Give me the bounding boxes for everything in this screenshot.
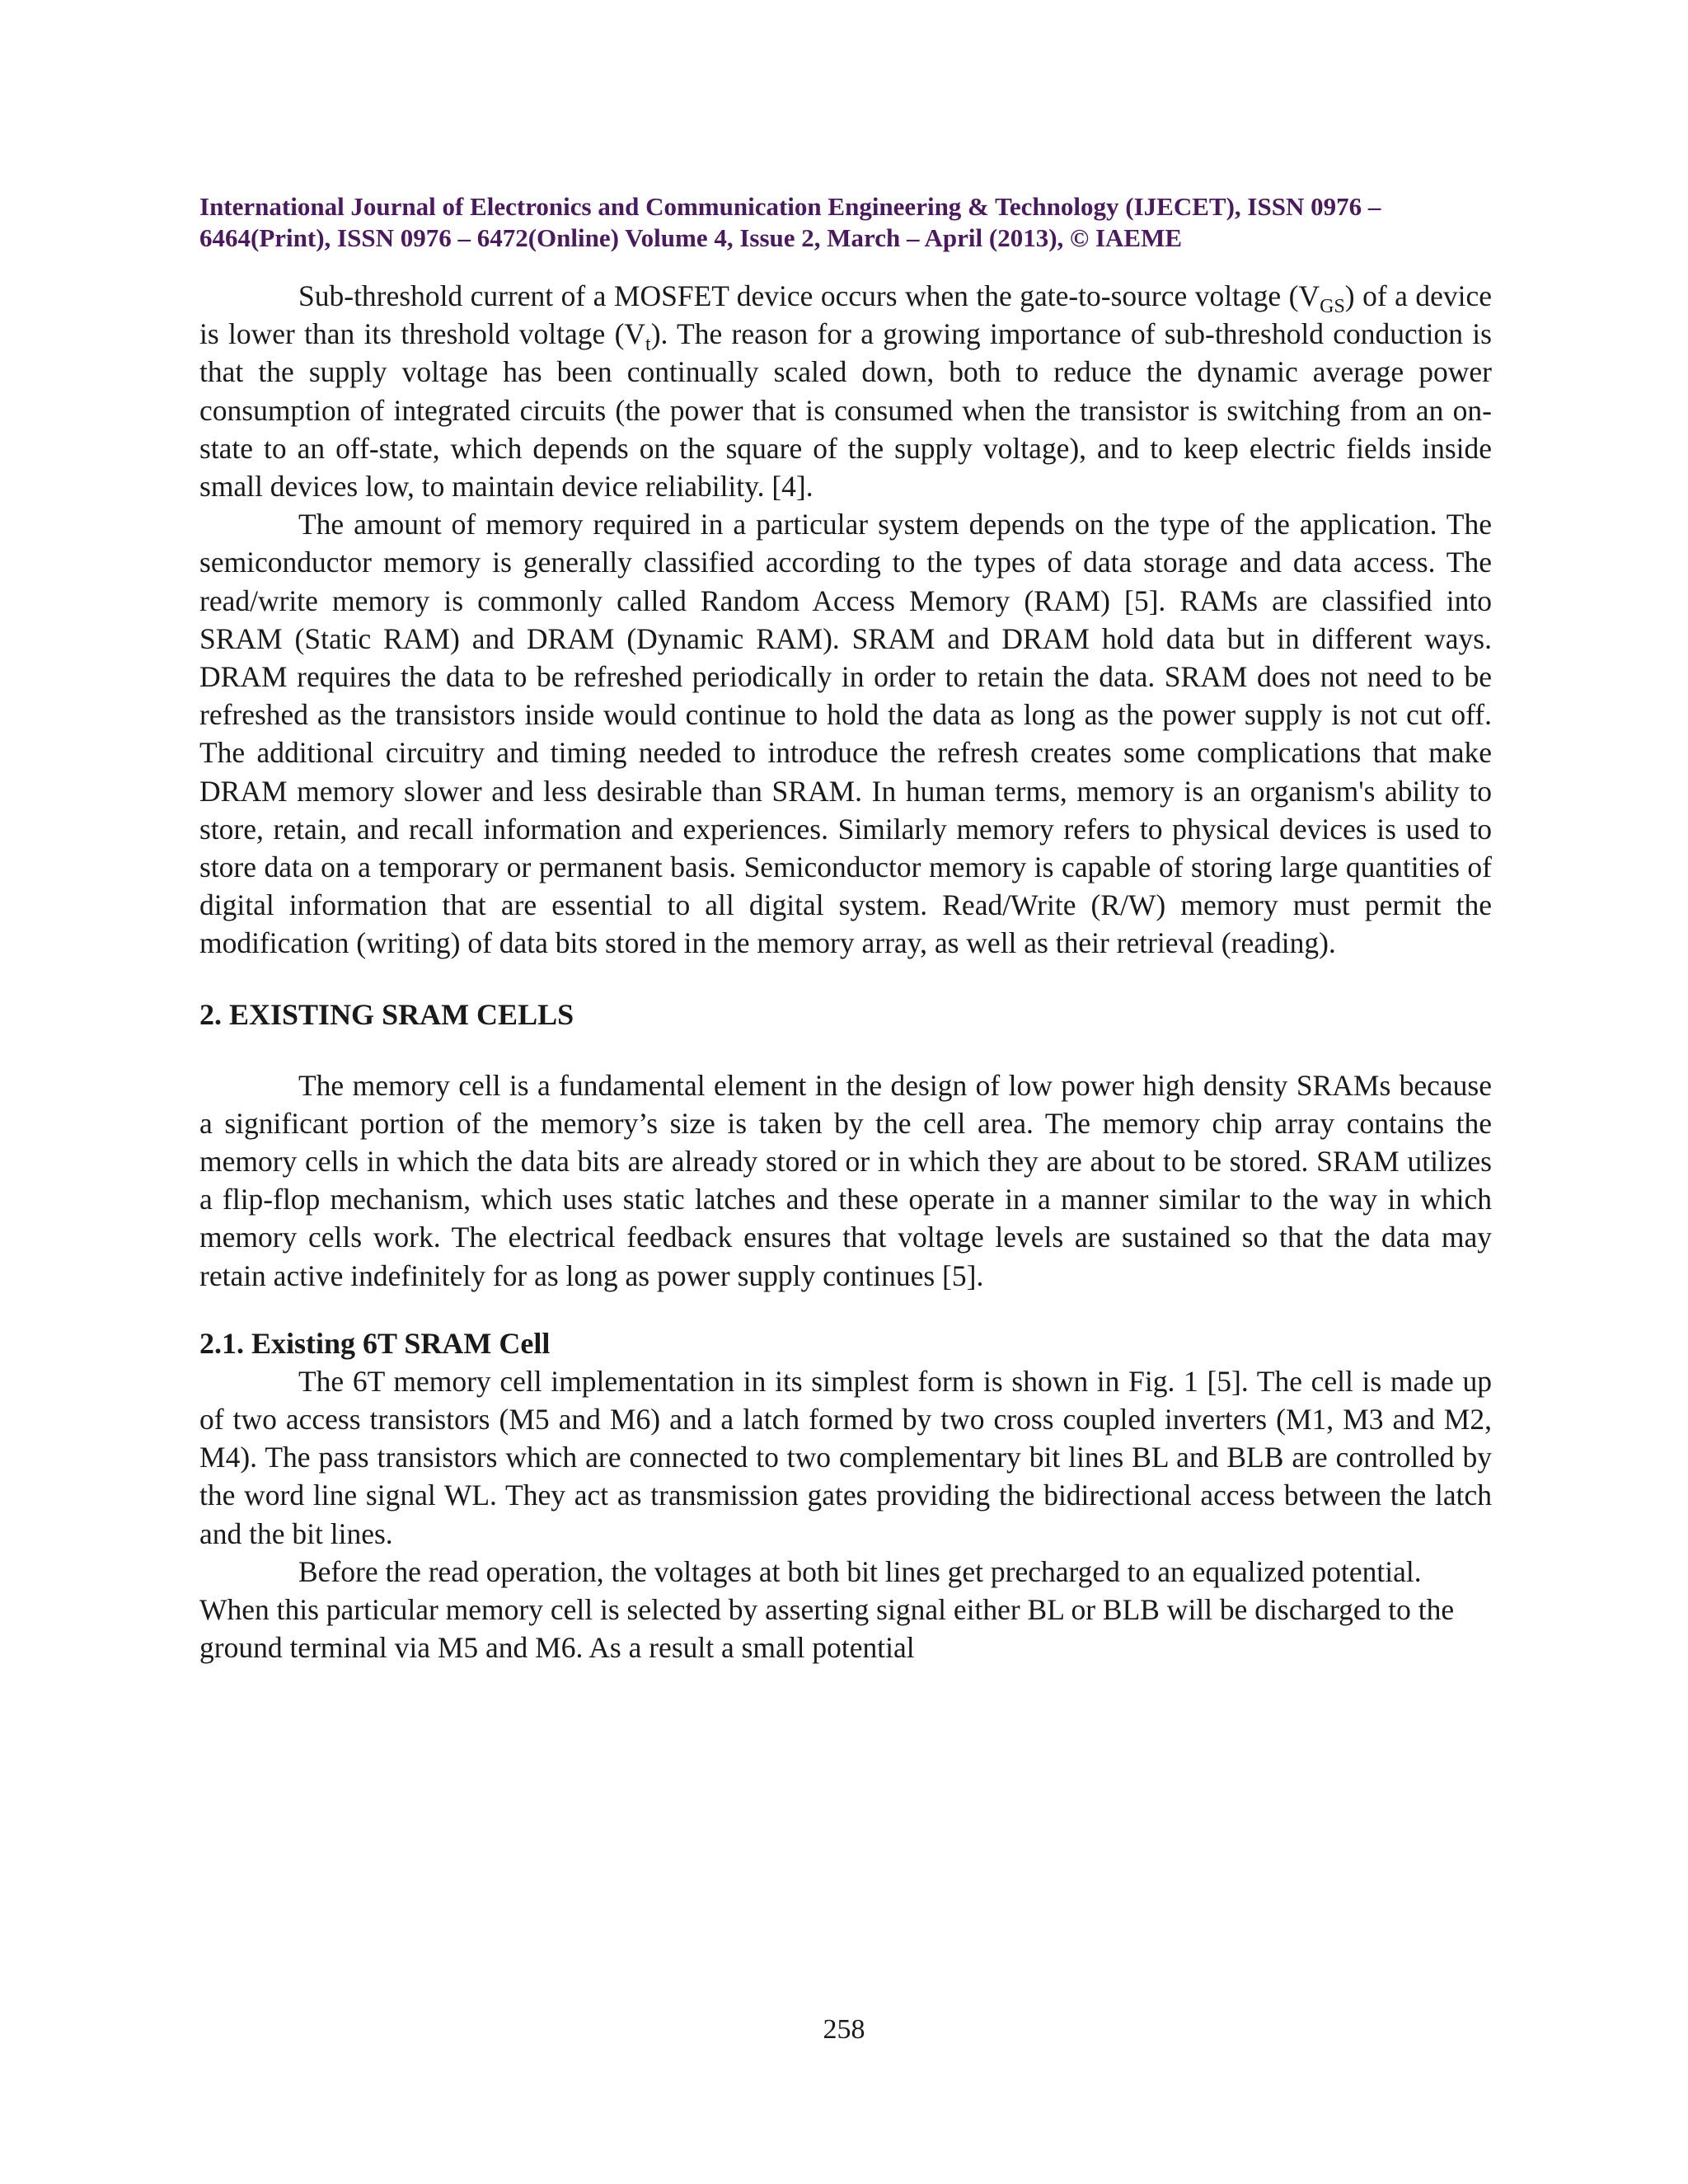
paragraph-6t-cell: The 6T memory cell implementation in its simplest form is shown in Fig. 1 [5]. The cell is made up of two access transistors (M5 and M6) and a latch formed by two cross coupled inverters (M1, M3 and M2, M4). The pass transistors which are connected to two complementary bit lines BL and BLB are controlled by the word line signal WL. They act as transmission gates providing the bidirectional access between the latch and the bit lines. <box>199 1364 1492 1550</box>
subsection-heading-6t-sram: 2.1. Existing 6T SRAM Cell <box>199 1326 551 1360</box>
paragraph-subthreshold <box>199 277 1492 505</box>
paragraph-text: ). The reason for a growing importance of sub-threshold conduction is that the supply voltage has been continually scaled down, both to reduce the dynamic average power consumption of integrated circuits (the power that is consumed when the transistor is switching from an on-state to an off-state, which depends on the square of the supply voltage), and to keep electric fields inside small devices low, to maintain device reliability. [4]. <box>199 317 1492 504</box>
paragraph-memory-types: The amount of memory required in a particular system depends on the type of the application. The semiconductor memory is generally classified according to the types of data storage and data access. The read/write memory is commonly called Random Access Memory (RAM) [5]. RAMs are classified into SRAM (Static RAM) and DRAM (Dynamic RAM). SRAM and DRAM hold data but in different ways. DRAM requires the data to be refreshed periodically in order to retain the data. SRAM does not need to be refreshed as the transistors inside would continue to hold the data as long as the power supply is not cut off. The additional circuitry and timing needed to introduce the refresh creates some complications that make DRAM memory slower and less desirable than SRAM. In human terms, memory is an organism's ability to store, retain, and recall information and experiences. Similarly memory refers to physical devices is used to store data on a temporary or permanent basis. Semiconductor memory is capable of storing large quantities of digital information that are essential to all digital system. Read/Write (R/W) memory must permit the modification (writing) of data bits stored in the memory array, as well as their retrieval (reading). <box>199 508 1492 960</box>
section-heading-existing-sram-cells: 2. EXISTING SRAM CELLS <box>199 997 574 1031</box>
journal-header-line-1: International Journal of Electronics and Communication Engineering & Technology (IJECET), ISSN 0976 – <box>199 192 1381 221</box>
page-content <box>199 191 1492 1667</box>
paragraph-memory-cell: The memory cell is a fundamental element in the design of low power high density SRAMs because a significant portion of the memory’s size is taken by the cell area. The memory chip array contains the memory cells in which the data bits are already stored or in which they are about to be stored. SRAM utilizes a flip-flop mechanism, which uses static latches and these operate in a manner similar to the way in which memory cells work. The electrical feedback ensures that voltage levels are sustained so that the data may retain active indefinitely for as long as power supply continues [5]. <box>199 1068 1492 1292</box>
journal-header-line-2: 6464(Print), ISSN 0976 – 6472(Online) Volume 4, Issue 2, March – April (2013), © IAEME <box>199 223 1183 252</box>
paragraph-read-operation: Before the read operation, the voltages at both bit lines get precharged to an equalized potential. When this particular memory cell is selected by asserting signal either BL or BLB will be discharged to the ground terminal via M5 and M6. As a result a small potential <box>199 1554 1455 1665</box>
paragraph-text: ) of a device is lower than its threshold voltage (V <box>199 279 1492 351</box>
page-number: 258 <box>823 2014 865 2045</box>
subscript-t: t <box>645 334 651 356</box>
paragraph-text: Sub-threshold current of a MOSFET device occurs when the gate-to-source voltage (V <box>298 279 1320 312</box>
subscript-gs: GS <box>1320 296 1345 318</box>
journal-header <box>199 191 1492 254</box>
